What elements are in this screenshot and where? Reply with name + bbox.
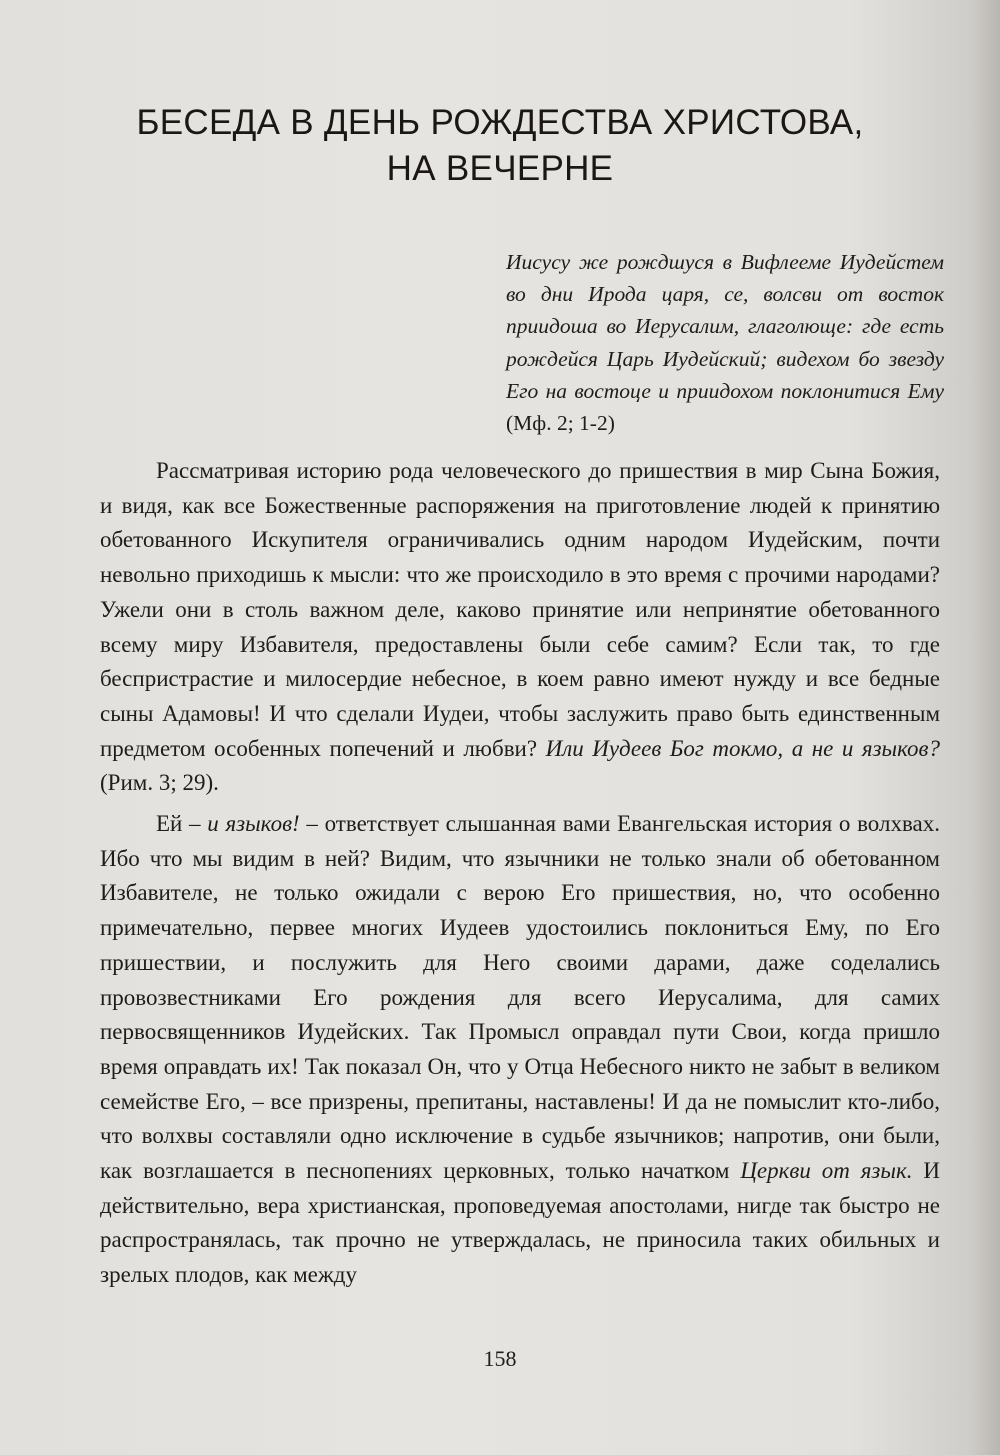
paragraph-2-start: Ей – xyxy=(156,811,208,837)
epigraph-quote: Иисусу же рождшуся в Вифлееме Иудейстем во дни Ирода царя, се, волсви от восток приидоша во Иерусалим, глаголюще: где есть рождейся Царь Иудейский; видехом бо звезду Его на востоце и приидохом поклонитися Ему xyxy=(506,250,944,403)
paragraph-2-text-2: И действительно, вера христианская, проповедуемая апостолами, нигде так быстро не распространялась, так прочно не утверждалась, не приносила таких обильных и зрелых плодов, как между xyxy=(100,1158,940,1288)
paragraph-1-reference: (Рим. 3; 29). xyxy=(100,770,219,796)
body-text xyxy=(100,454,940,1293)
paragraph-1-italic: Или Иудеев Бог токмо, а не и языков? xyxy=(545,735,940,761)
paragraph-1 xyxy=(100,454,940,801)
title-line-2: НА ВЕЧЕРНЕ xyxy=(386,149,614,188)
page-title xyxy=(60,100,940,192)
epigraph-reference: (Мф. 2; 1-2) xyxy=(506,411,615,436)
paragraph-1-text: Рассматривая историю рода человеческого до пришествия в мир Сына Божия, и видя, как все Божественные распоряжения на приготовление людей к принятию обетованного Искупителя ограничивались одним народом Иудейским, почти невольно приходишь к мысли: что же происходило в это время с прочими народами? Ужели они в столь важном деле, каково принятие или непринятие обетованного всему миру Избавителя, предоставлены были себе самим? Если так, то где беспристрастие и милосердие небесное, в коем равно имеют нужду и все бедные сыны Адамовы! И что сделали Иудеи, чтобы заслужить право быть единственным предметом особенных попечений и любви? xyxy=(100,458,940,761)
paragraph-2-text: – ответствует слышанная вами Евангельская история о волхвах. Ибо что мы видим в ней? Видим, что язычники не только знали об обетованном Избавителе, не только ожидали с верою Его пришествия, но, что особенно примечательно, первее многих Иудеев удостоились поклониться Ему, по Его пришествии, и послужить для Него своими дарами, даже соделались провозвестниками Его рождения для всего Иерусалима, для самих первосвященников Иудейских. Так Промысл оправдал пути Свои, когда пришло время оправдать их! Так показал Он, что у Отца Небесного никто не забыт в великом семействе Его, – все призрены, препитаны, наставлены! И да не помыслит кто-либо, что волхвы составляли одно исключение в судьбе язычников; напротив, они были, как возглашается в песнопениях церковных, только начатком xyxy=(100,811,940,1184)
title-line-1: БЕСЕДА В ДЕНЬ РОЖДЕСТВА ХРИСТОВА, xyxy=(136,103,864,142)
epigraph xyxy=(506,246,944,439)
paragraph-2 xyxy=(100,807,940,1293)
paragraph-2-italic-2: Церкви от язык. xyxy=(740,1158,913,1184)
paragraph-2-italic: и языков! xyxy=(207,811,300,837)
page-number: 158 xyxy=(483,1346,517,1371)
